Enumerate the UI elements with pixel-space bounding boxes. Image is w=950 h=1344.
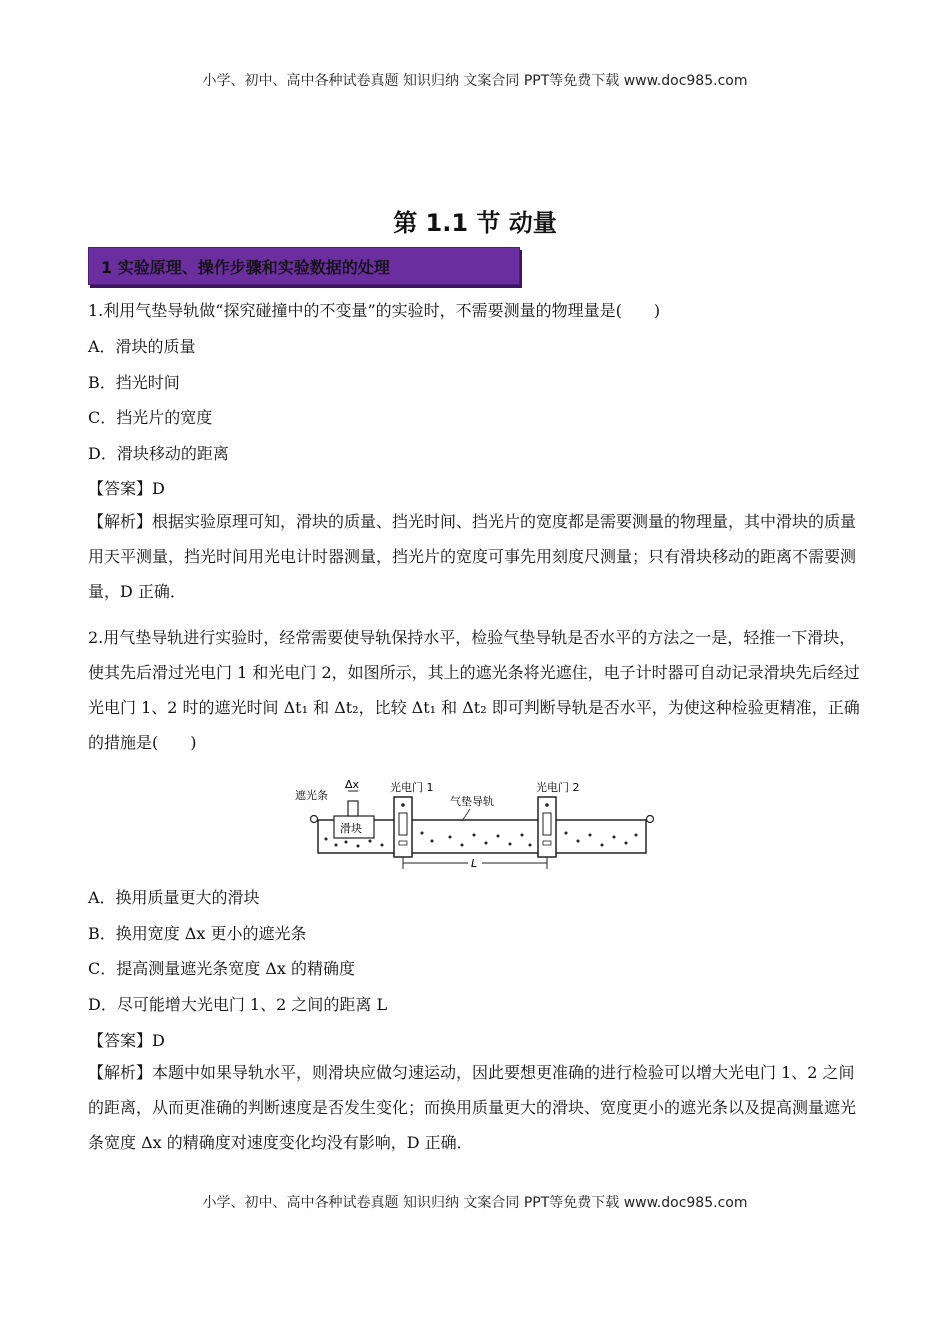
gate-1-label: 光电门 1 xyxy=(390,781,434,794)
page-footer: 小学、初中、高中各种试卷真题 知识归纳 文案合同 PPT等免费下载 www.doc985.com xyxy=(202,1195,748,1211)
q2-option-c: C．提高测量遮光条宽度 Δx 的精确度 xyxy=(88,959,355,978)
q1-answer: 【答案】D xyxy=(88,479,165,498)
q2-stem: 2.用气垫导轨进行实验时，经常需要使导轨保持水平，检验气垫导轨是否水平的方法之一是，轻推一下滑块，使其先后滑过光电门 1 和光电门 2，如图所示，其上的遮光条将光遮住，电子计时器可自动记录滑块先后经过光电门 1、2 时的遮光时间 Δt₁ 和 Δt₂，比较 Δt₁ 和 Δt₂ 即可判断导轨是否水平，为使这种检验更精准，正确的措施是( ) xyxy=(88,628,860,752)
gate-2-dot xyxy=(545,803,549,807)
gate-2-label: 光电门 2 xyxy=(536,781,580,794)
air-track-diagram xyxy=(290,775,660,875)
q1-option-d: D．滑块移动的距离 xyxy=(88,444,229,463)
q2-answer: 【答案】D xyxy=(88,1031,165,1050)
rail-label: 气垫导轨 xyxy=(450,795,494,808)
page-header: 小学、初中、高中各种试卷真题 知识归纳 文案合同 PPT等免费下载 www.doc985.com xyxy=(202,73,748,89)
gate-2-slot xyxy=(543,841,551,845)
shade-strip xyxy=(348,801,358,816)
distance-label: L xyxy=(471,857,478,870)
shade-strip-label: 遮光条 xyxy=(295,789,328,802)
q2-option-a: A．换用质量更大的滑块 xyxy=(88,888,260,907)
rail-end-right xyxy=(647,816,654,823)
slider-label: 滑块 xyxy=(340,822,362,835)
q1-analysis: 【解析】根据实验原理可知，滑块的质量、挡光时间、挡光片的宽度都是需要测量的物理量，其中滑块的质量用天平测量，挡光时间用光电计时器测量，挡光片的宽度可事先用刻度尺测量；只有滑块移动的距离不需要测量，D 正确． xyxy=(88,512,857,601)
q1-option-a: A．滑块的质量 xyxy=(88,337,196,356)
q1-option-b: B．挡光时间 xyxy=(88,373,180,392)
gate-2-window xyxy=(543,813,551,835)
q1-stem: 1.利用气垫导轨做“探究碰撞中的不变量”的实验时，不需要测量的物理量是( ) xyxy=(88,301,661,320)
page-title: 第 1.1 节 动量 xyxy=(393,209,557,237)
rail-end-left xyxy=(311,816,318,823)
q2-option-d: D．尽可能增大光电门 1、2 之间的距离 L xyxy=(88,995,388,1014)
q2-option-b: B．换用宽度 Δx 更小的遮光条 xyxy=(88,924,307,943)
section-banner xyxy=(88,247,520,285)
rail-pointer xyxy=(462,809,470,821)
q1-option-c: C．挡光片的宽度 xyxy=(88,408,213,427)
q2-analysis: 【解析】本题中如果导轨水平，则滑块应做匀速运动，因此要想更准确的进行检验可以增大光电门 1、2 之间的距离，从而更准确的判断速度是否发生变化；而换用质量更大的滑块、宽度更小的遮光条以及提高测量遮光条宽度 Δx 的精确度对速度变化均没有影响，D 正确． xyxy=(88,1063,857,1152)
gate-1-window xyxy=(399,813,407,835)
section-banner-label: 1 实验原理、操作步骤和实验数据的处理 xyxy=(101,258,390,277)
dx-label: Δx xyxy=(345,778,360,791)
gate-1-dot xyxy=(401,803,405,807)
gate-1-slot xyxy=(399,841,407,845)
